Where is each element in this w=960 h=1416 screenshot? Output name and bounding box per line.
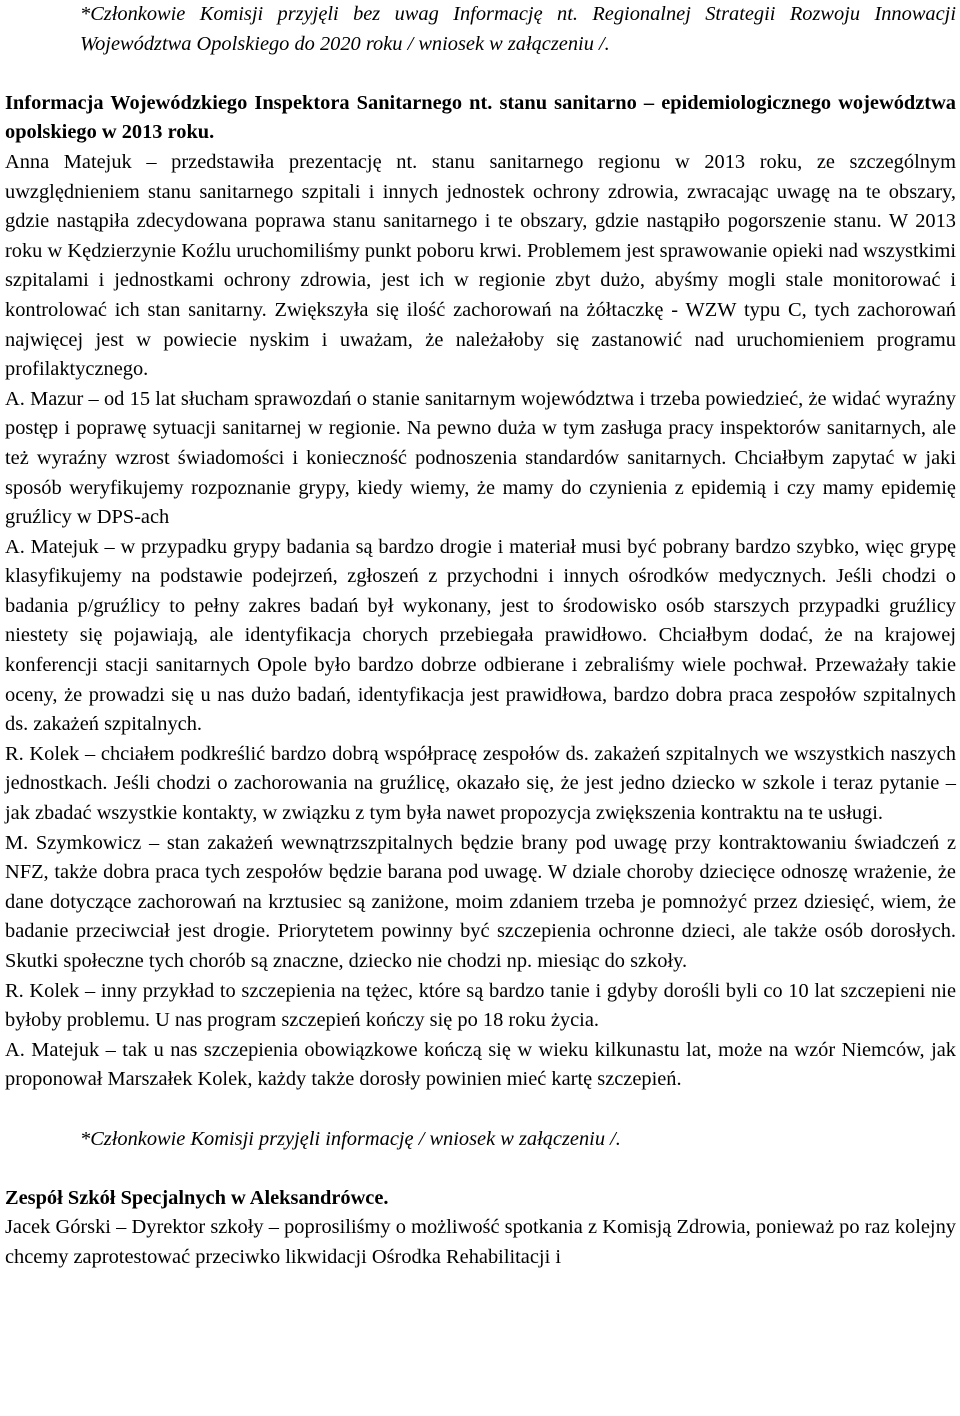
gorski-paragraph: Jacek Górski – Dyrektor szkoły – poprosiliśmy o możliwość spotkania z Komisją Zdrowia, ponieważ po raz kolejny chcemy zaprotestować przeciwko likwidacji Ośrodka Rehabilitacji i	[5, 1216, 956, 1268]
mazur-paragraph: A. Mazur – od 15 lat słucham sprawozdań o stanie sanitarnym województwa i trzeba powiedzieć, że widać wyraźny postęp i poprawę sytuacji sanitarnej w regionie. Na pewno duża w tym zasługa pracy inspektorów sanitarnych, ale też wyraźny wzrost świadomości i konieczność podnoszenia standardów sanitarnych. Chciałbym zapytać w jaki sposób weryfikujemy rozpoznanie grypy, kiedy wiemy, że mamy do czynienia z epidemią i czy mamy epidemię gruźlicy w DPS-ach	[5, 387, 956, 529]
intro-note: *Członkowie Komisji przyjęli bez uwag Informację nt. Regionalnej Strategii Rozwoju Innowacji Województwa Opolskiego do 2020 roku / wniosek w załączeniu /.	[80, 3, 956, 55]
matejuk-paragraph-2: A. Matejuk – w przypadku grypy badania są bardzo drogie i materiał musi być pobrany bardzo szybko, więc grypę klasyfikujemy na podstawie podejrzeń, zgłoszeń z przychodni i innych ośrodków medycznych. Jeśli chodzi o badania p/gruźlicy to pełny zakres badań był wykonany, jest to środowisko osób starszych przypadki gruźlicy niestety się pojawiają, ale identyfikacja chorych przebiegała prawidłowo. Chciałbym dodać, że na krajowej konferencji stacji sanitarnych Opole było bardzo dobrze odbierane i zebraliśmy wiele pochwał. Przeważały takie oceny, że prowadzi się u nas dużo badań, identyfikacja jest prawidłowa, bardzo dobra praca zespołów szpitalnych ds. zakażeń szpitalnych.	[5, 535, 956, 736]
sanitary-heading: Informacja Wojewódzkiego Inspektora Sanitarnego nt. stanu sanitarno – epidemiologicznego województwa opolskiego w 2013 roku.	[5, 91, 956, 144]
matejuk-paragraph-3: A. Matejuk – tak u nas szczepienia obowiązkowe kończą się w wieku kilkunastu lat, może na wzór Niemców, jak proponował Marszałek Kolek, każdy także dorosły powinien mieć kartę szczepień.	[5, 1038, 956, 1091]
kolek-paragraph-2: R. Kolek – inny przykład to szczepienia na tężec, które są bardzo tanie i gdyby dorośli byli co 10 lat szczepieni nie byłoby problemu. U nas program szczepień kończy się po 18 roku życia.	[5, 979, 956, 1032]
matejuk-paragraph-1: Anna Matejuk – przedstawiła prezentację nt. stanu sanitarnego regionu w 2013 roku, ze szczególnym uwzględnieniem stanu sanitarnego szpitali i innych jednostek ochrony zdrowia, zwracając uwagę na te obszary, gdzie nastąpiła zdecydowana poprawa stanu sanitarnego i te obszary, gdzie nastąpiło pogorszenie stanu. W 2013 roku w Kędzierzynie Koźlu uruchomiliśmy punkt poboru krwi. Problemem jest sprawowanie opieki nad wszystkimi szpitalami i jednostkami ochrony zdrowia, jest ich w regionie zbyt dużo, abyśmy mogli stale monitorować i kontrolować ich stan sanitarny. Zwiększyła się ilość zachorowań na żółtaczkę - WZW typu C, tych zachorowań najwięcej jest w powiecie nyskim i uważam, że należałoby się zastanowić nad uruchomieniem programu profilaktycznego.	[5, 150, 956, 381]
document-page	[5, 0, 956, 1273]
szymkowicz-paragraph: M. Szymkowicz – stan zakażeń wewnątrzszpitalnych będzie brany pod uwagę przy kontraktowaniu świadczeń z NFZ, także dobra praca tych zespołów będzie barana pod uwagę. W dziale choroby dziecięce odnoszę wrażenie, że dane dotyczące zachorowań na krztusiec są zaniżone, moim zdaniem trzeba je pomnożyć przez dziesięć, wiem, że badanie przeciwciał jest drogie. Priorytetem powinny być szczepienia ochronne dzieci, ale także osób dorosłych. Skutki społeczne tych chorób są znaczne, dziecko nie chodzi np. miesiąc do szkoły.	[5, 831, 956, 972]
kolek-paragraph-1: R. Kolek – chciałem podkreślić bardzo dobrą współpracę zespołów ds. zakażeń szpitalnych we wszystkich naszych jednostkach. Jeśli chodzi o zachorowania na gruźlicę, okazało się, że jest jedno dziecko w szkole i teraz pytanie – jak zbadać wszystkie kontakty, w związku z tym była nawet propozycja zwiększenia kontraktu na te usługi.	[5, 742, 956, 825]
committee-note: *Członkowie Komisji przyjęli informację / wniosek w załączeniu /.	[80, 1127, 621, 1150]
school-heading: Zespół Szkół Specjalnych w Aleksandrówce.	[5, 1186, 389, 1209]
